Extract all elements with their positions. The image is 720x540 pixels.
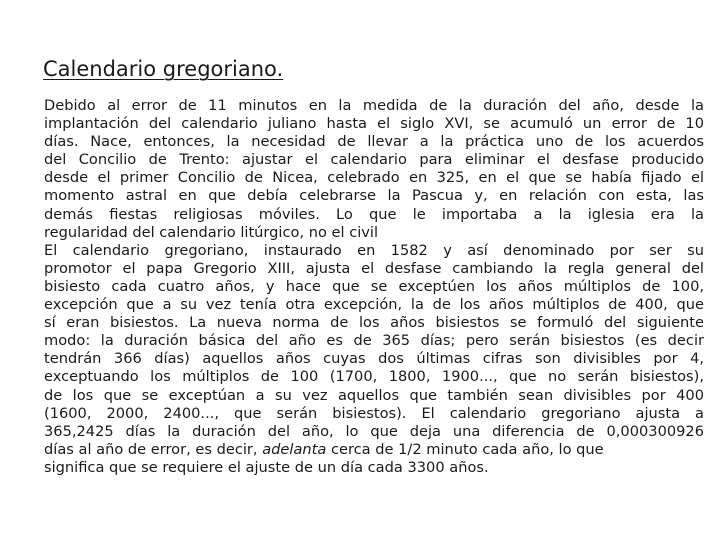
paragraph-2-line: (1600, 2000, 2400..., que serán bisiestos). El calendario gregoriano ajusta a bbox=[44, 404, 704, 422]
paragraph-2-last-line: significa que se requiere el ajuste de un día cada 3300 años. bbox=[44, 458, 489, 476]
paragraph-2-line: exceptuando los múltiplos de 100 (1700, 1800, 1900..., que no serán bisiestos), bbox=[44, 368, 704, 386]
paragraph-2-line: modo: la duración básica del año es de 365 días; pero serán bisiestos (es decir bbox=[44, 332, 704, 350]
paragraph-1-line: desde el primer Concilio de Nicea, celebrado en 325, en el que se había fijado el bbox=[44, 169, 704, 187]
slide-body bbox=[44, 97, 704, 477]
paragraph-2-line: excepción que a su vez tenía otra excepción, la de los años múltiplos de 400, que bbox=[44, 296, 704, 314]
paragraph-2-text-before-italic: días al año de error, es decir, bbox=[44, 440, 263, 458]
slide-title: Calendario gregoriano. bbox=[43, 57, 284, 81]
paragraph-2-line: tendrán 366 días) aquellos años cuyas dos últimas cifras son divisibles por 4, bbox=[44, 350, 704, 368]
paragraph-2-text-after-italic: cerca de 1/2 minuto cada año, lo que bbox=[326, 440, 604, 458]
paragraph-1-line: días. Nace, entonces, la necesidad de llevar a la práctica uno de los acuerdos bbox=[44, 133, 704, 151]
paragraph-2 bbox=[44, 242, 704, 477]
paragraph-2-line: El calendario gregoriano, instaurado en 1582 y así denominado por ser su bbox=[44, 241, 704, 259]
paragraph-2-line: de los que se exceptúan a su vez aquellos que también sean divisibles por 400 bbox=[44, 386, 704, 404]
paragraph-1-line: demás fiestas religiosas móviles. Lo que le importaba a la iglesia era la bbox=[44, 205, 704, 223]
paragraph-2-line: 365,2425 días la duración del año, lo que deja una diferencia de 0,000300926 bbox=[44, 422, 704, 440]
paragraph-1-line: del Concilio de Trento: ajustar el calendario para eliminar el desfase producido bbox=[44, 151, 704, 169]
paragraph-2-line: promotor el papa Gregorio XIII, ajusta el desfase cambiando la regla general del bbox=[44, 259, 704, 277]
paragraph-1-line: implantación del calendario juliano hasta el siglo XVI, se acumuló un error de 10 bbox=[44, 115, 704, 133]
paragraph-1-line: Debido al error de 11 minutos en la medida de la duración del año, desde la bbox=[44, 97, 704, 114]
paragraph-1-line: momento astral en que debía celebrarse la Pascua y, en relación con esta, las bbox=[44, 187, 704, 205]
paragraph-2-line: sí eran bisiestos. La nueva norma de los años bisiestos se formuló del siguiente bbox=[44, 314, 704, 332]
italic-word: adelanta bbox=[262, 440, 327, 458]
paragraph-2-line: bisiesto cada cuatro años, y hace que se exceptúen los años múltiplos de 100, bbox=[44, 277, 704, 295]
paragraph-1 bbox=[44, 97, 704, 242]
paragraph-1-line: regularidad del calendario litúrgico, no el civil bbox=[44, 223, 379, 241]
paragraph-2-line-italic bbox=[44, 441, 704, 459]
